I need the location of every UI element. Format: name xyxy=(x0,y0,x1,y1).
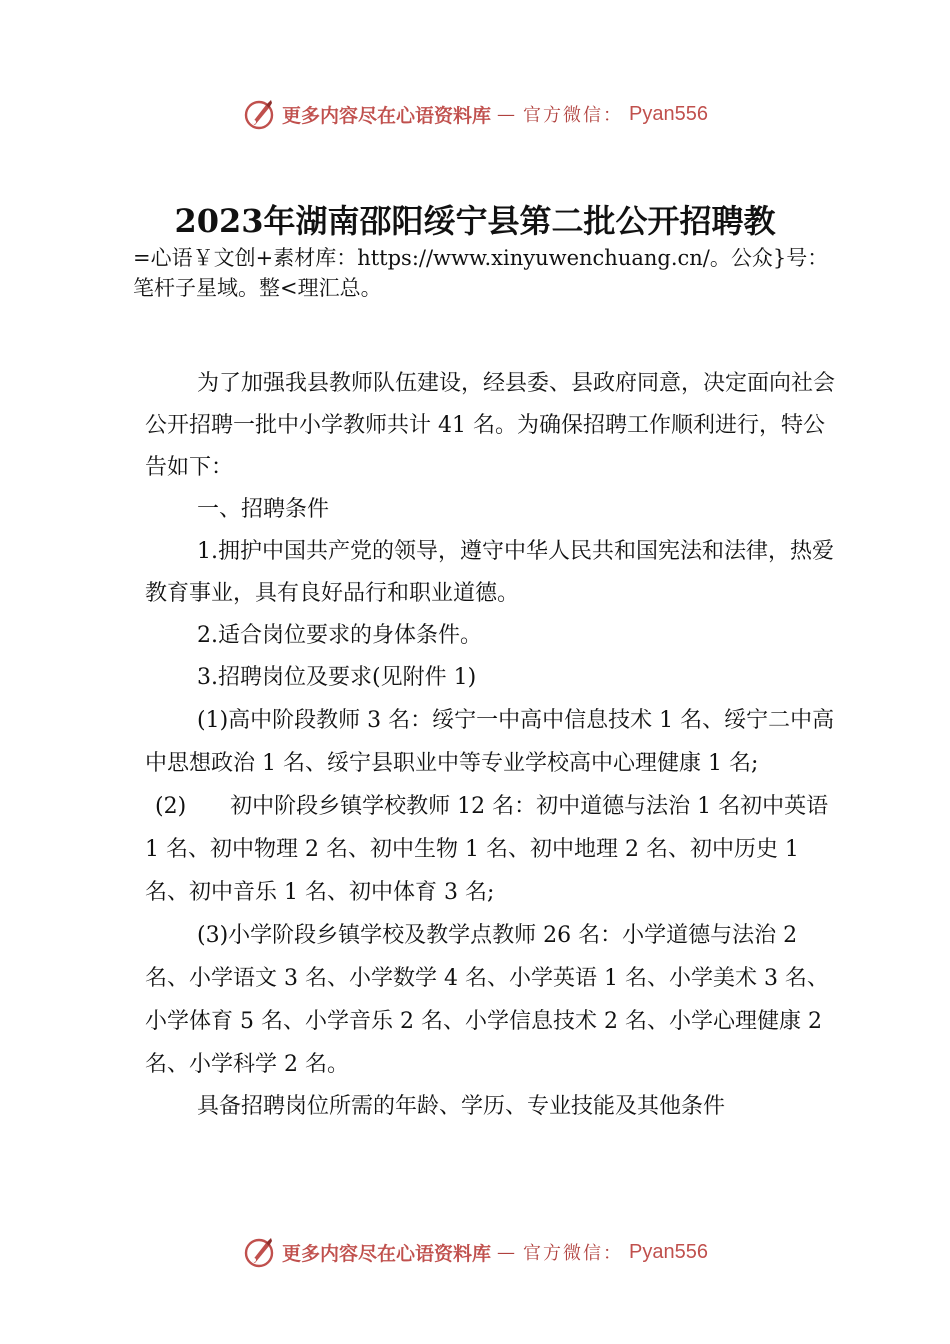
banner-dash: — xyxy=(497,103,518,125)
document-body xyxy=(145,363,835,1128)
banner-wechat-id: Pyan556 xyxy=(629,102,708,125)
banner-slogan: 更多内容尽在心语资料库 xyxy=(282,1242,492,1265)
banner-wechat-label: 官方微信： xyxy=(523,105,624,126)
paragraph-requirements: 具备招聘岗位所需的年龄、学历、专业技能及其他条件 xyxy=(197,1094,726,1119)
paragraph-condition-3: 3.招聘岗位及要求(见附件 1) xyxy=(197,665,477,690)
paragraph-middle-school: (2) 初中阶段乡镇学校教师 12 名：初中道德与法治 1 名初中英语 1 名、初中物理 2 名、初中生物 1 名、初中地理 2 名、初中历史 1 名、初中音乐 1 名、初中体育 3 名; xyxy=(145,794,829,905)
watermark-text: =心语￥文创+素材库：https://www.xinyuwenchuang.cn/。公众}号：笔杆子星域。整<理汇总。 xyxy=(133,246,829,300)
footer-banner xyxy=(0,1232,950,1272)
banner-slogan: 更多内容尽在心语资料库 xyxy=(282,104,492,127)
banner-wechat-id: Pyan556 xyxy=(629,1240,708,1263)
quill-pen-logo-icon xyxy=(242,97,276,131)
paragraph-primary-school: (3)小学阶段乡镇学校及教学点教师 26 名：小学道德与法治 2 名、小学语文 3 名、小学数学 4 名、小学英语 1 名、小学美术 3 名、小学体育 5 名、小学音乐 2 名、小学信息技术 2 名、小学心理健康 2 名、小学科学 2 名。 xyxy=(145,923,829,1077)
banner-wechat-label: 官方微信： xyxy=(523,1243,624,1264)
paragraph-high-school: (1)高中阶段教师 3 名：绥宁一中高中信息技术 1 名、绥宁二中高中思想政治 1 名、绥宁县职业中等专业学校高中心理健康 1 名; xyxy=(145,708,835,776)
paragraph-intro: 为了加强我县教师队伍建设，经县委、县政府同意，决定面向社会公开招聘一批中小学教师共计 41 名。为确保招聘工作顺利进行，特公告如下： xyxy=(145,371,836,480)
document-title: 2023年湖南邵阳绥宁县第二批公开招聘教 xyxy=(174,202,776,240)
paragraph-condition-2: 2.适合岗位要求的身体条件。 xyxy=(197,623,482,648)
banner-dash: — xyxy=(497,1241,518,1263)
quill-pen-logo-icon xyxy=(242,1235,276,1269)
section-heading-conditions: 一、招聘条件 xyxy=(197,497,330,522)
header-banner xyxy=(0,94,950,134)
paragraph-condition-1: 1.拥护中国共产党的领导，遵守中华人民共和国宪法和法律，热爱教育事业，具有良好品行和职业道德。 xyxy=(145,539,834,606)
